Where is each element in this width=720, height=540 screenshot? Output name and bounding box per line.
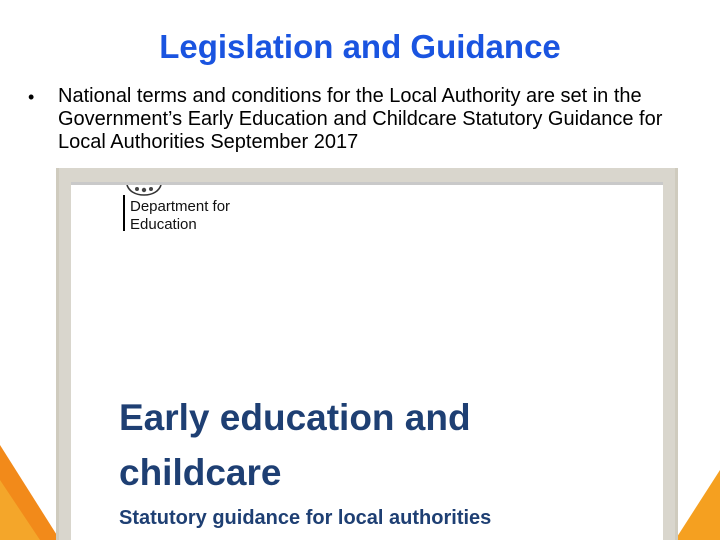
- document-title: Early education and childcare: [119, 397, 471, 493]
- slide-title: Legislation and Guidance: [159, 28, 561, 65]
- department-logo-bar: [123, 195, 125, 231]
- decorative-corner-right: [675, 470, 720, 540]
- document-cover-image: [56, 168, 678, 540]
- document-page: [71, 182, 663, 540]
- document-subtitle: Statutory guidance for local authorities: [119, 507, 492, 529]
- bullet-marker: •: [28, 87, 35, 107]
- bullet-list: [28, 85, 708, 154]
- department-name: Department for Education: [130, 198, 231, 233]
- royal-crest-icon: [123, 185, 165, 197]
- bullet-text: National terms and conditions for the Local Authority are set in the Government’s Early Education and Childcare Statutory Guidance for Local Authorities September 2017: [58, 85, 663, 153]
- decorative-corner-left-inner: [0, 480, 40, 540]
